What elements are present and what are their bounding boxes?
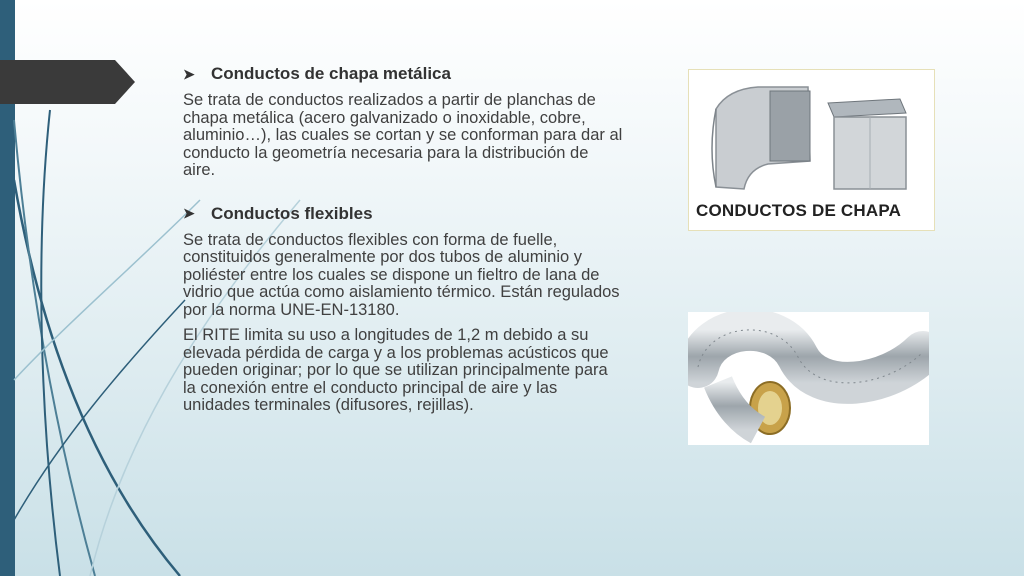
flexible-duct-illustration bbox=[688, 312, 929, 445]
section-paragraph: El RITE limita su uso a longitudes de 1,2 m debido a su elevada pérdida de carga y a los problemas acústicos que pueden originar; por lo que se utilizan principalmente para la conexión entre el conducto principal de aire y las unidades terminales (difusores, rejillas). bbox=[183, 326, 609, 414]
sheet-metal-ducts-image bbox=[688, 69, 935, 231]
section-title: Conductos flexibles bbox=[211, 203, 373, 223]
slide-content bbox=[183, 64, 623, 415]
section-heading bbox=[183, 64, 623, 84]
section-paragraph: Se trata de conductos flexibles con forma de fuelle, constituidos generalmente por dos tubos de aluminio y poliéster entre los cuales se dispone un fieltro de lana de vidrio que actúa como aislamiento térmico. Están regulados por la norma UNE-EN-13180. bbox=[183, 230, 620, 319]
slide-tab-arrow bbox=[0, 60, 140, 104]
image-caption: CONDUCTOS DE CHAPA bbox=[696, 201, 902, 220]
section-paragraph: Se trata de conductos realizados a partir de planchas de chapa metálica (acero galvanizado o inoxidable, cobre, aluminio…), las cuales se cortan y se conforman para dar al conducto la geometría necesaria para la distribución de aire. bbox=[183, 91, 623, 179]
arrow-right-icon: ➤ bbox=[183, 65, 195, 82]
section-title: Conductos de chapa metálica bbox=[211, 64, 451, 83]
section-heading bbox=[183, 204, 623, 224]
flexible-duct-image bbox=[688, 312, 929, 445]
arrow-right-icon: ➤ bbox=[183, 205, 195, 221]
